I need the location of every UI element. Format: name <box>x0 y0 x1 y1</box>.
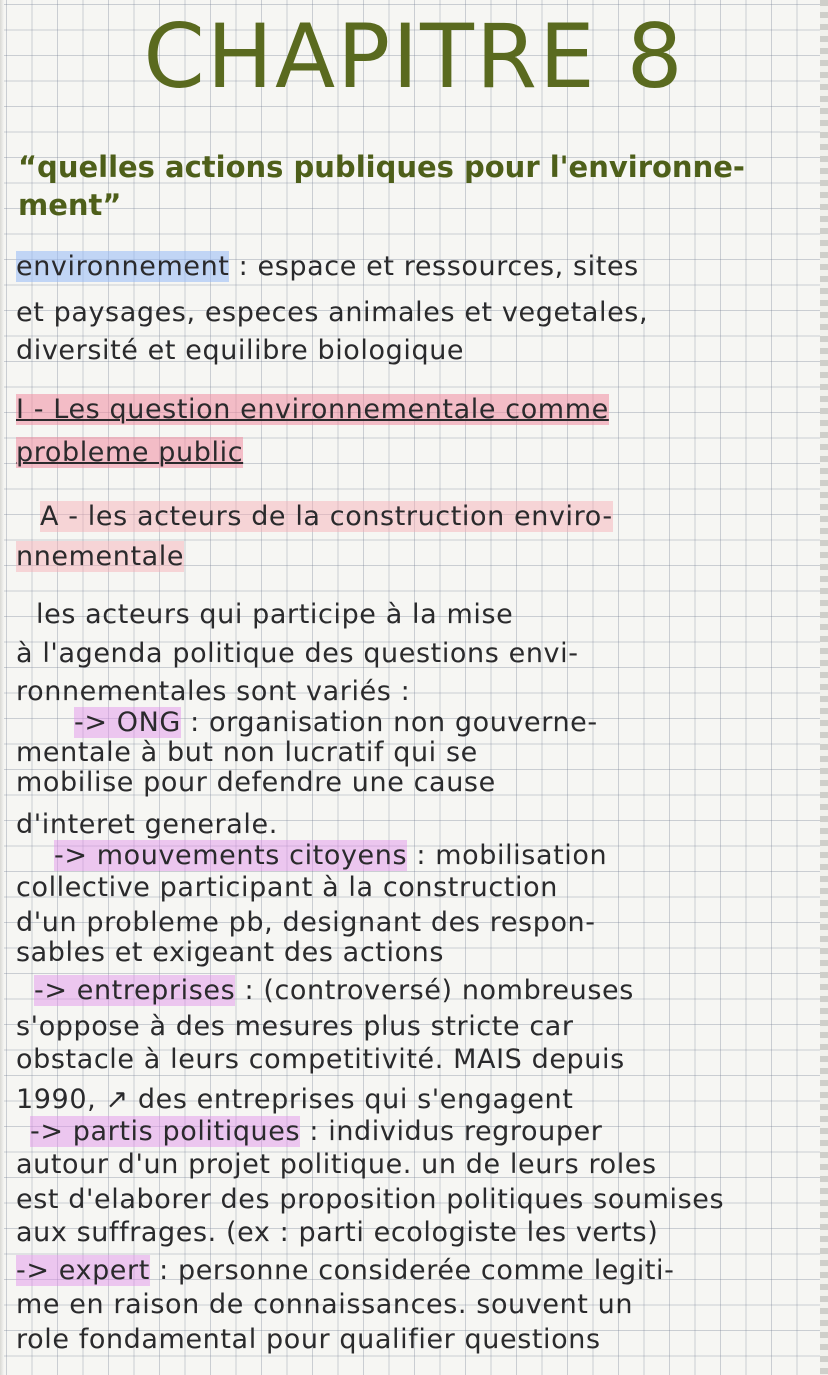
section-heading-text-1: I - Les question environnementale comme <box>16 394 609 425</box>
expert-text: : personne considerée comme legiti- <box>149 1255 675 1286</box>
entreprises-line-1 <box>34 974 828 1008</box>
ong-line-2: mentale à but non lucratif qui se <box>16 737 478 768</box>
ong-text: : organisation non gouverne- <box>180 707 598 738</box>
entreprises-label: -> entreprises <box>34 975 236 1006</box>
subsection-heading-text-1: A - les acteurs de la construction enviro- <box>40 501 613 532</box>
partis-text: : individus regrouper <box>300 1116 603 1147</box>
definition-line-3: diversité et equilibre biologique <box>16 335 465 366</box>
partis-line-1 <box>30 1115 828 1149</box>
mouvements-line-1 <box>54 839 828 873</box>
definition-line-1 <box>16 250 816 284</box>
definition-line-2: et paysages, especes animales et vegetales, <box>16 297 649 328</box>
mouvements-label: -> mouvements citoyens <box>54 840 408 871</box>
partis-line-4: aux suffrages. (ex : parti ecologiste les verts) <box>16 1217 659 1248</box>
definition-text: : espace et ressources, sites <box>229 251 639 282</box>
mouvements-text: : mobilisation <box>407 840 608 871</box>
partis-label: -> partis politiques <box>30 1116 301 1147</box>
ong-line-4: d'interet generale. <box>16 809 278 840</box>
intro-line-1: les acteurs qui participe à la mise <box>36 599 514 630</box>
entreprises-line-2: s'oppose à des mesures plus stricte car <box>16 1011 574 1042</box>
entreprises-text: : (controversé) nombreuses <box>235 975 634 1006</box>
expert-line-3: role fondamental pour qualifier questions <box>16 1324 601 1355</box>
partis-line-3: est d'elaborer des proposition politiques soumises <box>16 1184 725 1215</box>
chapter-question-line-1: “quelles actions publiques pour l'environne- <box>18 150 745 184</box>
subsection-heading-line-1 <box>40 500 828 534</box>
chapter-title: CHAPITRE 8 <box>143 5 685 108</box>
section-heading-text-2: probleme public <box>16 437 244 468</box>
ong-line-3: mobilise pour defendre une cause <box>16 767 496 798</box>
spiral-binding-edge <box>820 0 828 1375</box>
intro-line-2: à l'agenda politique des questions envi- <box>16 638 579 669</box>
entreprises-line-3: obstacle à leurs competitivité. MAIS depuis <box>16 1044 625 1075</box>
intro-line-3: ronnementales sont variés : <box>16 676 411 707</box>
subsection-heading-line-2 <box>16 540 816 574</box>
definition-term: environnement <box>16 251 230 282</box>
partis-line-2: autour d'un projet politique. un de leurs roles <box>16 1149 657 1180</box>
ong-label: -> ONG <box>74 707 181 738</box>
expert-line-1 <box>16 1254 816 1288</box>
page-left-edge <box>0 0 4 1375</box>
entreprises-line-4: 1990, ↗ des entreprises qui s'engagent <box>16 1084 574 1115</box>
mouvements-line-3: d'un probleme pb, designant des respon- <box>16 907 596 938</box>
subsection-heading-text-2: nnementale <box>16 541 185 572</box>
section-heading-line-1 <box>16 393 816 427</box>
ong-line-1 <box>74 706 828 740</box>
section-heading-line-2 <box>16 436 816 470</box>
expert-line-2: me en raison de connaissances. souvent un <box>16 1289 634 1320</box>
expert-label: -> expert <box>16 1255 150 1286</box>
mouvements-line-4: sables et exigeant des actions <box>16 937 445 968</box>
chapter-question-line-2: ment” <box>18 188 122 222</box>
mouvements-line-2: collective participant à la construction <box>16 872 558 903</box>
